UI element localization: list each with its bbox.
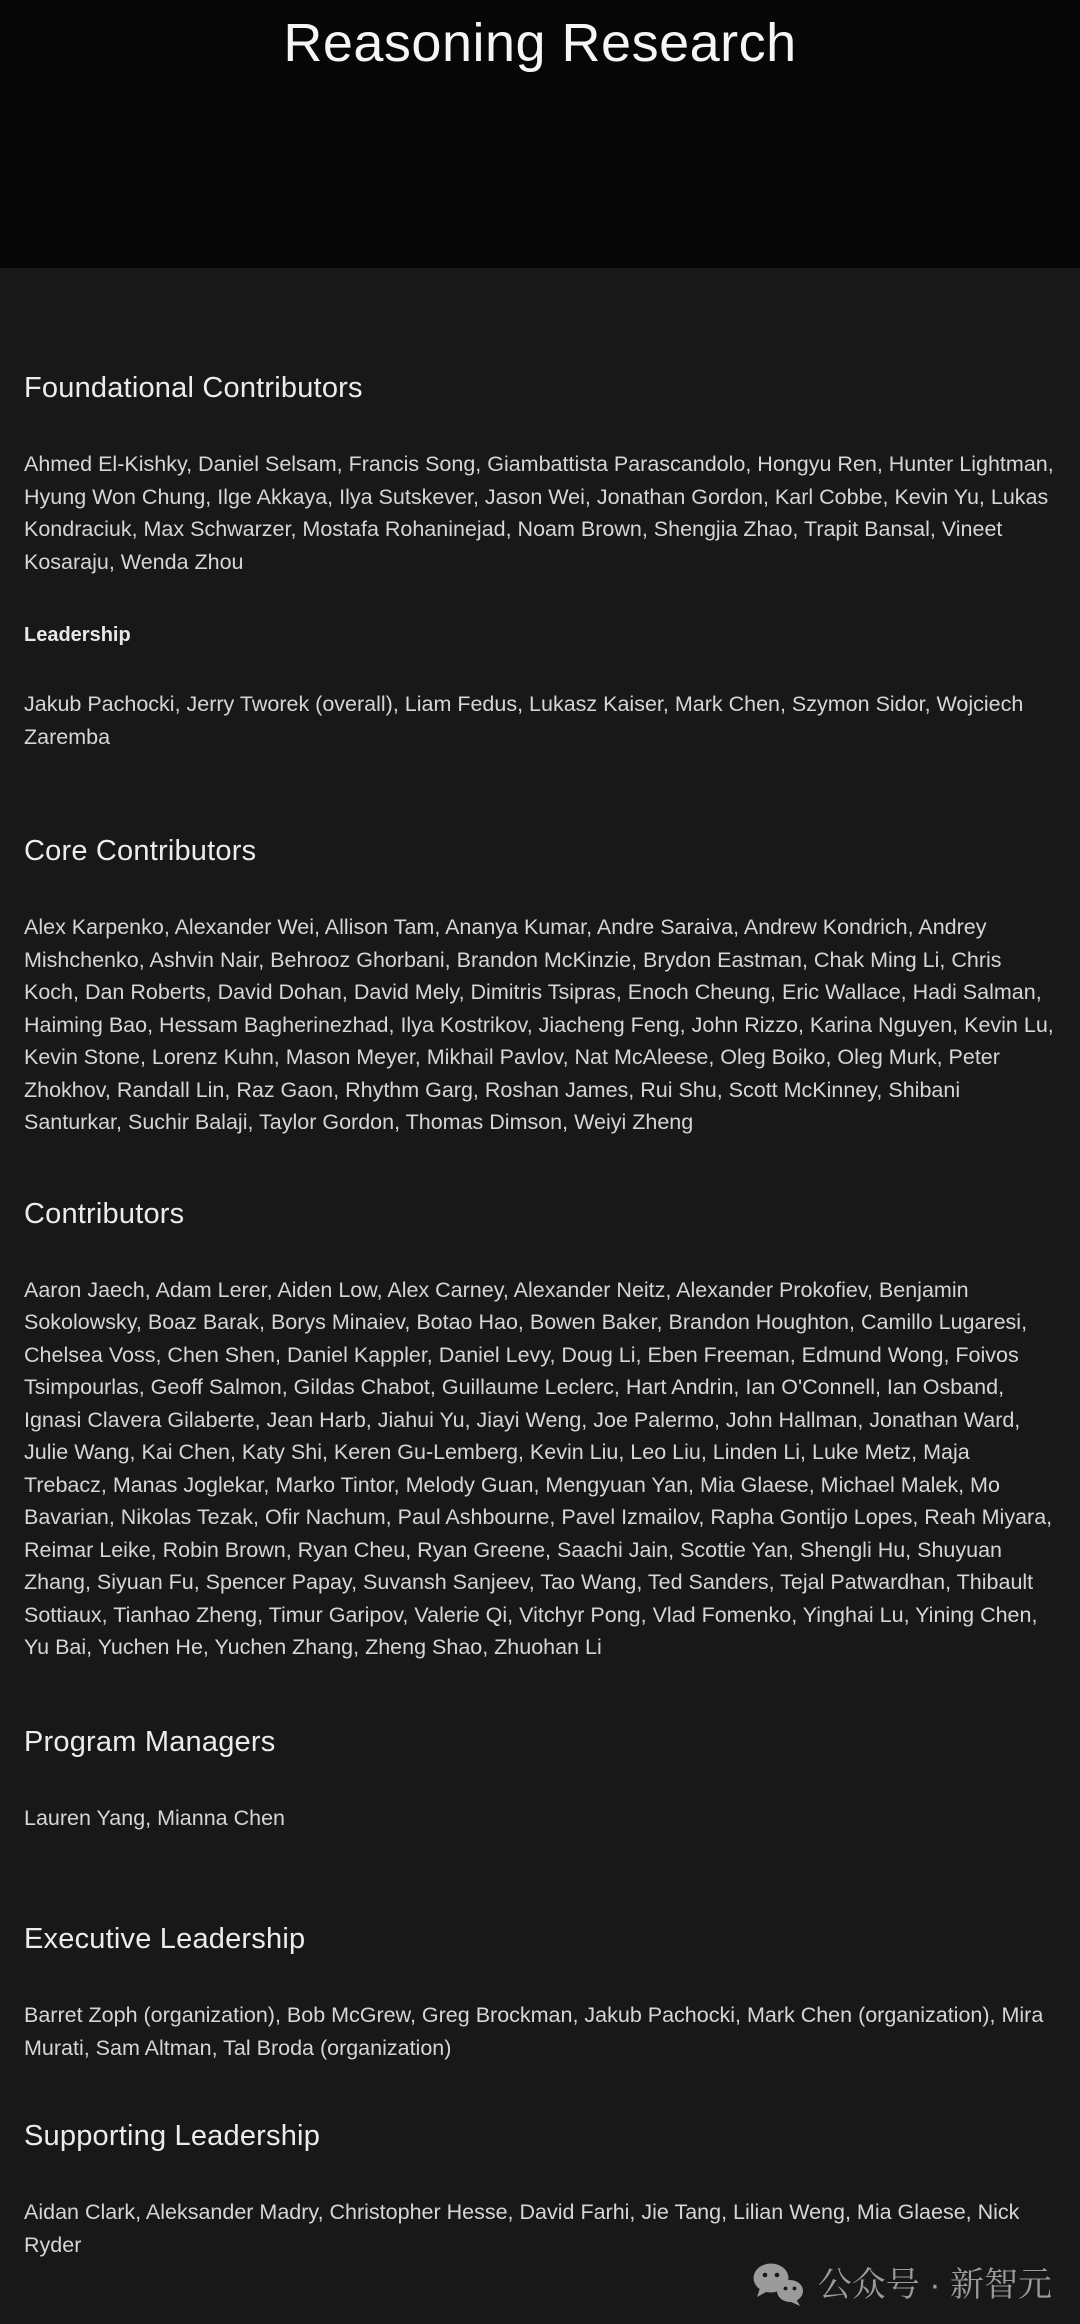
leadership-names: Jakub Pachocki, Jerry Tworek (overall), Liam Fedus, Lukasz Kaiser, Mark Chen, Szymon Sidor, Wojciech Zaremba: [24, 692, 1024, 749]
contributor-names: Lauren Yang, Mianna Chen: [24, 1805, 285, 1830]
watermark: [752, 2262, 1052, 2308]
contributor-names: Ahmed El-Kishky, Daniel Selsam, Francis Song, Giambattista Parascandolo, Hongyu Ren, Hunter Lightman, Hyung Won Chung, Ilge Akkaya, Ilya Sutskever, Jason Wei, Jonathan Gordon, Karl Cobbe, Kevin Yu, Lukas Kondraciuk, Max Schwarzer, Mostafa Rohaninejad, Noam Brown, Shengjia Zhao, Trapit Bansal, Vineet Kosaraju, Wenda Zhou: [24, 452, 1054, 574]
contributor-names: Aidan Clark, Aleksander Madry, Christopher Hesse, David Farhi, Jie Tang, Lilian Weng, Mia Glaese, Nick Ryder: [24, 2200, 1020, 2257]
section-heading: Supporting Leadership: [24, 2120, 321, 2152]
section-heading: Contributors: [24, 1197, 185, 1230]
section-program-managers: [24, 1722, 1056, 1835]
contributor-names: Alex Karpenko, Alexander Wei, Allison Tam, Ananya Kumar, Andre Saraiva, Andrew Kondrich, Andrey Mishchenko, Ashvin Nair, Behrooz Ghorbani, Brandon McKinzie, Brydon Eastman, Chak Ming Li, Chris Koch, Dan Roberts, David Dohan, David Mely, Dimitris Tsipras, Enoch Cheung, Eric Wallace, Hadi Salman, Haiming Bao, Hessam Bagherinezhad, Ilya Kostrikov, Jiacheng Feng, John Rizzo, Karina Nguyen, Kevin Lu, Kevin Stone, Lorenz Kuhn, Mason Meyer, Mikhail Pavlov, Nat McAleese, Oleg Boiko, Oleg Murk, Peter Zhokhov, Randall Lin, Raz Gaon, Rhythm Garg, Roshan James, Rui Shu, Scott McKinney, Shibani Santurkar, Suchir Balaji, Taylor Gordon, Thomas Dimson, Weiyi Zheng: [24, 915, 1054, 1134]
section-heading: Program Managers: [24, 1725, 276, 1758]
section-executive-leadership: [24, 1919, 1056, 2064]
contributor-names: Aaron Jaech, Adam Lerer, Aiden Low, Alex Carney, Alexander Neitz, Alexander Prokofiev, Benjamin Sokolowsky, Boaz Barak, Borys Minaiev, Botao Hao, Bowen Baker, Brandon Houghton, Camillo Lugaresi, Chelsea Voss, Chen Shen, Daniel Kappler, Daniel Levy, Doug Li, Eben Freeman, Edmund Wong, Foivos Tsimpourlas, Geoff Salmon, Gildas Chabot, Guillaume Leclerc, Hart Andrin, Ian O'Connell, Ian Osband, Ignasi Clavera Gilaberte, Jean Harb, Jiahui Yu, Jiayi Weng, Joe Palermo, John Hallman, Jonathan Ward, Julie Wang, Kai Chen, Katy Shi, Keren Gu-Lemberg, Kevin Liu, Leo Liu, Linden Li, Luke Metz, Maja Trebacz, Manas Joglekar, Marko Tintor, Melody Guan, Mengyuan Yan, Mia Glaese, Michael Malek, Mo Bavarian, Nikolas Tezak, Ofir Nachum, Paul Ashbourne, Pavel Izmailov, Rapha Gontijo Lopes, Reah Miyara, Reimar Leike, Robin Brown, Ryan Cheu, Ryan Greene, Saachi Jain, Scottie Yan, Shengli Hu, Shuyuan Zhang, Siyuan Fu, Spencer Papay, Suvansh Sanjeev, Tao Wang, Ted Sanders, Tejal Patwardhan, Thibault Sottiaux, Tianhao Zheng, Timur Garipov, Valerie Qi, Vitchyr Pong, Vlad Fomenko, Yinghai Lu, Yining Chen, Yu Bai, Yuchen He, Yuchen Zhang, Zheng Shao, Zhuohan Li: [24, 1277, 1053, 1659]
section-supporting-leadership: [24, 2116, 1056, 2261]
wechat-icon: [752, 2263, 804, 2307]
contributor-names: Barret Zoph (organization), Bob McGrew, Greg Brockman, Jakub Pachocki, Mark Chen (organization), Mira Murati, Sam Altman, Tal Broda (organization): [24, 2003, 1044, 2060]
section-heading: Executive Leadership: [24, 1923, 306, 1955]
section-heading: Foundational Contributors: [24, 372, 363, 404]
section-foundational-contributors: [24, 368, 1056, 753]
section-contributors: [24, 1194, 1056, 1664]
page-header: [0, 0, 1080, 268]
leadership-subheading: Leadership: [24, 624, 131, 646]
section-heading: Core Contributors: [24, 835, 257, 867]
page-title: Reasoning Research: [283, 13, 797, 73]
page-content: [0, 368, 1080, 2261]
watermark-text: 公众号 · 新智元: [817, 2266, 1052, 2304]
section-core-contributors: [24, 831, 1056, 1139]
